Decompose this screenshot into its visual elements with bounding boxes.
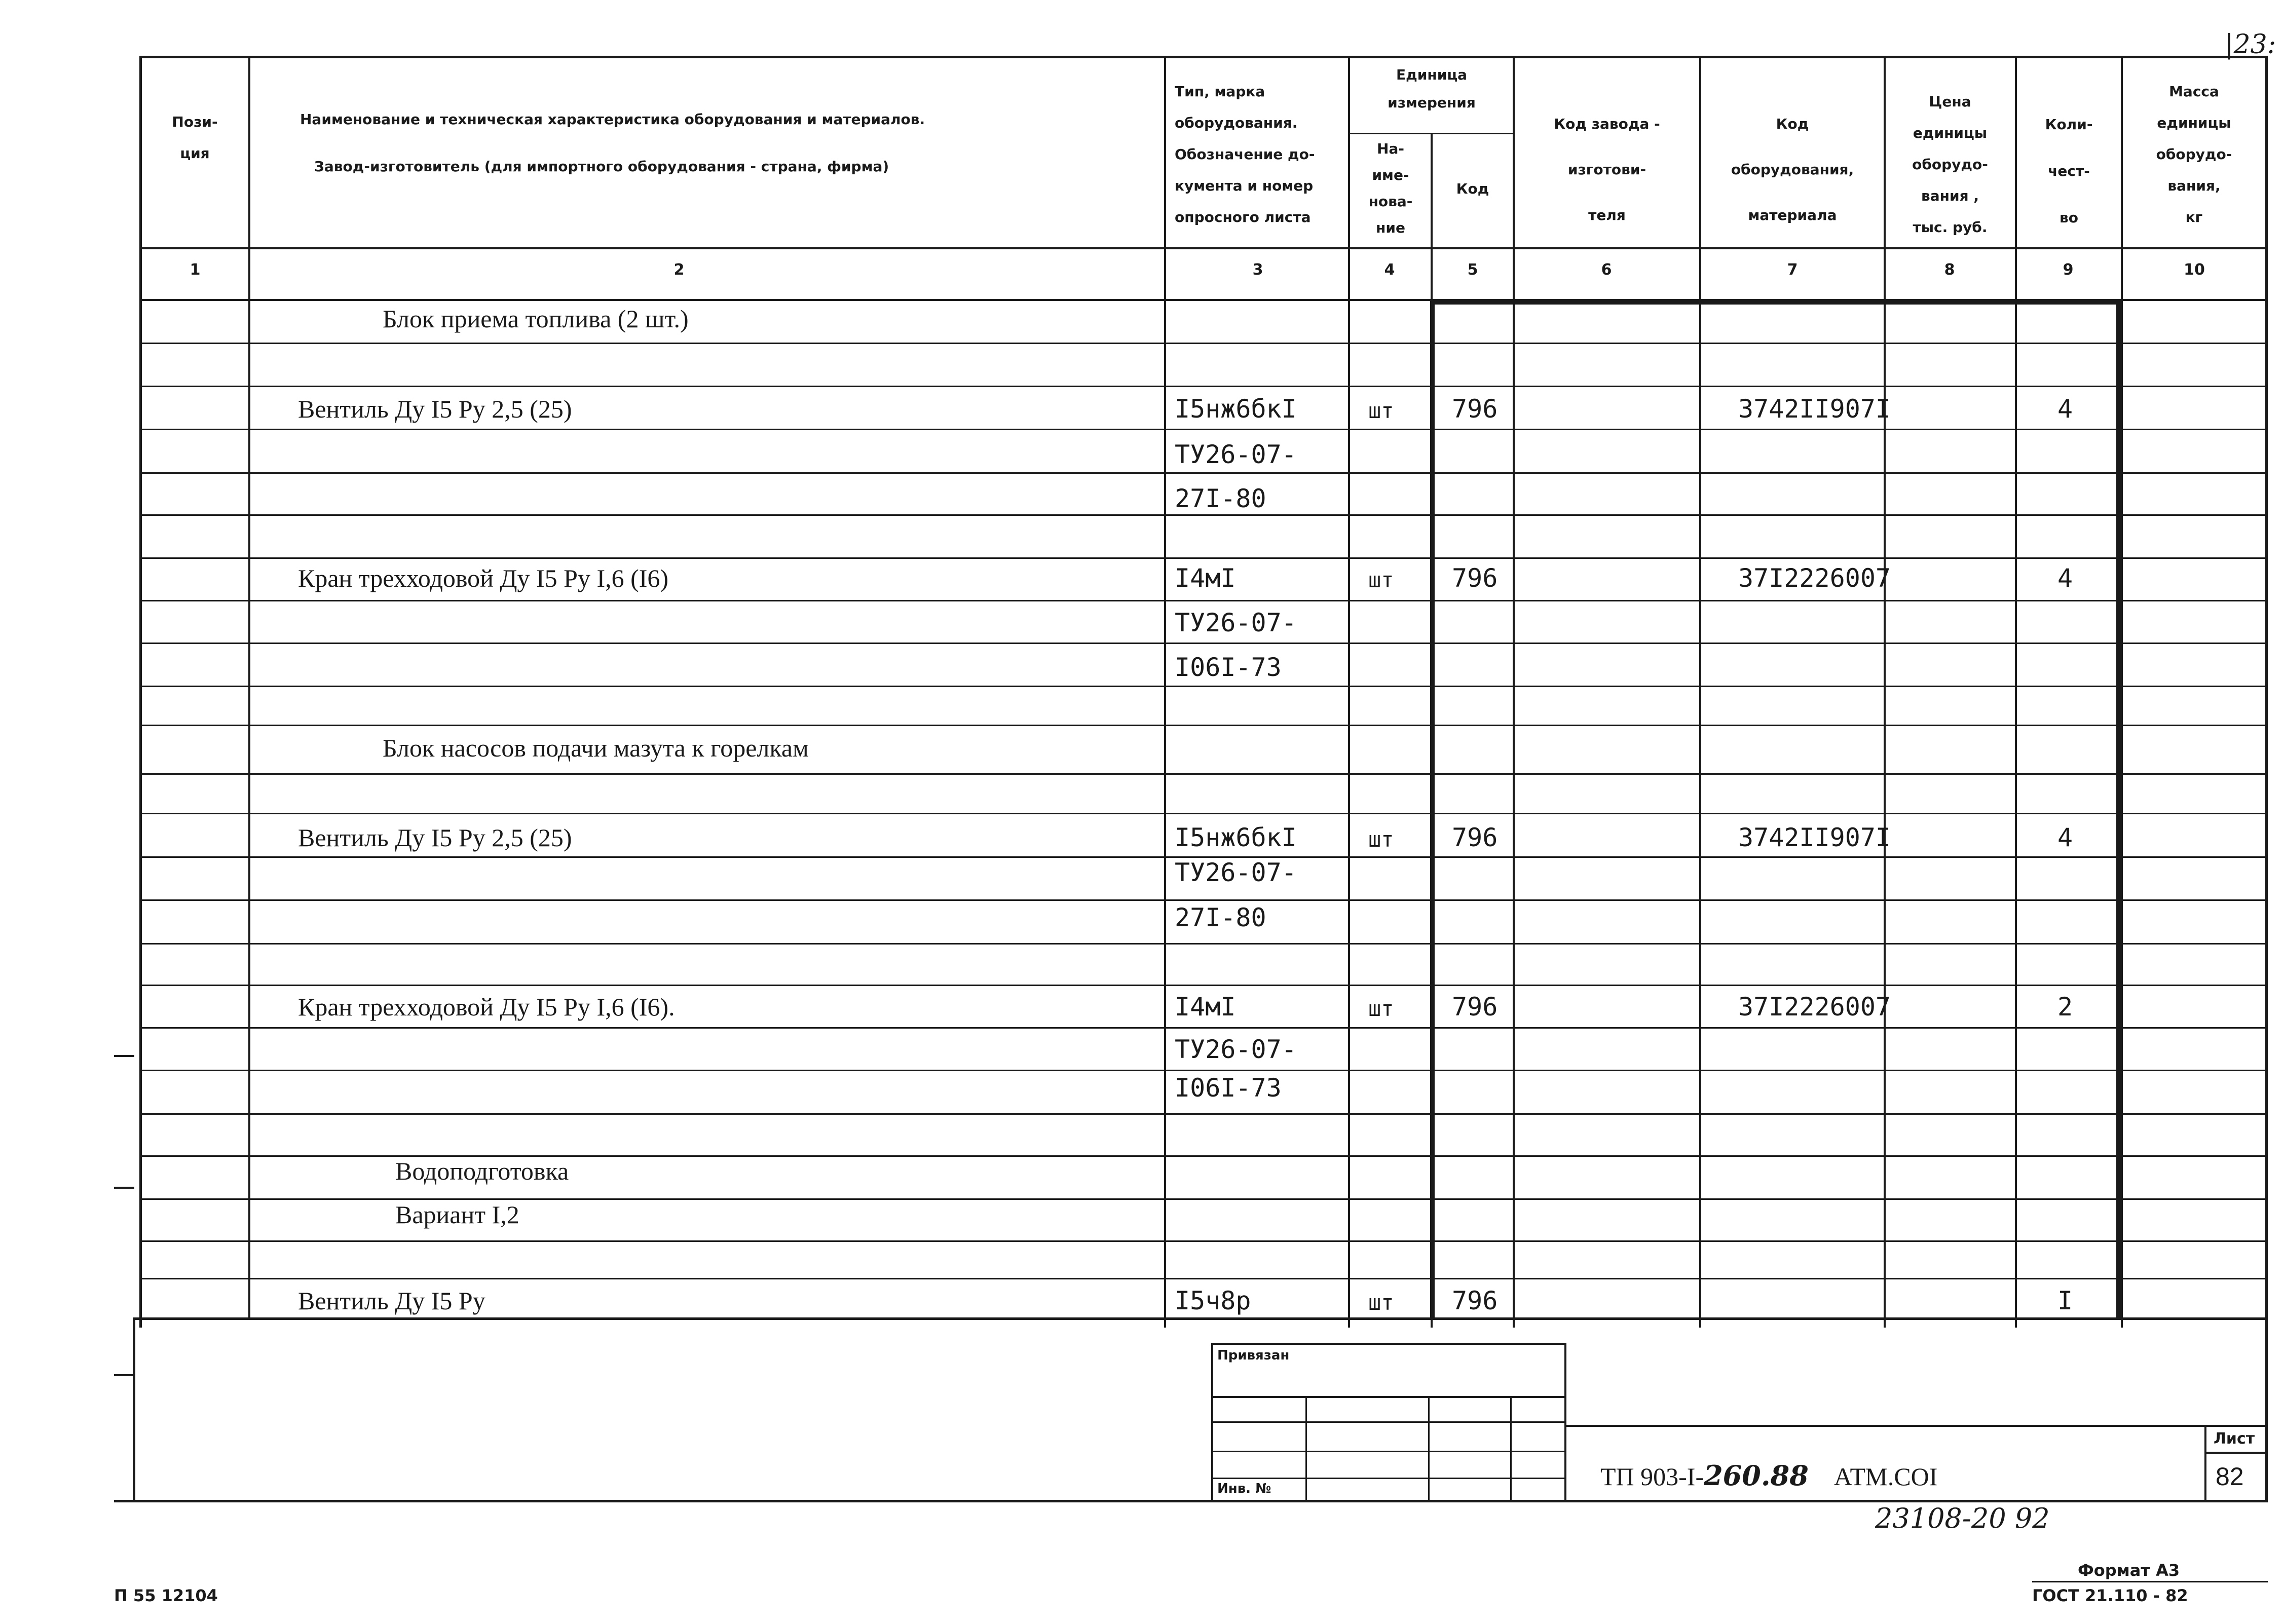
item-unit: шт: [1368, 996, 1394, 1021]
sheet-number: 82: [2216, 1462, 2244, 1491]
document-code: [1600, 1459, 1937, 1492]
column-number: 8: [1944, 261, 1955, 279]
item-type: 27I-80: [1175, 903, 1266, 932]
item-name: Вентиль Ду I5 Ру: [298, 1287, 485, 1315]
item-unit: шт: [1368, 398, 1394, 423]
item-type: ТУ26-07-: [1175, 440, 1297, 469]
document-code-prefix: ТП 903-I-: [1600, 1462, 1704, 1491]
item-type: I5нж6бкI: [1175, 394, 1297, 424]
column-number: 7: [1787, 261, 1798, 279]
item-name: Кран трехходовой Ду I5 Ру I,6 (I6): [298, 564, 669, 592]
left-print-code: П 55 12104: [114, 1586, 218, 1605]
column-number: 6: [1601, 261, 1612, 279]
item-unit: шт: [1368, 827, 1394, 852]
item-unit: шт: [1368, 1290, 1394, 1315]
item-type: ТУ26-07-: [1175, 858, 1297, 887]
column-number: 2: [673, 261, 685, 279]
section-subtitle: Вариант I,2: [395, 1200, 519, 1229]
item-material-code: 37I2226007: [1738, 563, 1891, 593]
sheet-label: Лист: [2214, 1430, 2255, 1448]
inventory-number-label: Инв. №: [1217, 1481, 1271, 1496]
header-name-line1: Наименование и техническая характеристика оборудования и материалов.: [300, 111, 925, 128]
item-unit-code: 796: [1452, 563, 1498, 593]
item-quantity: I: [2057, 1286, 2073, 1315]
gost-label: ГОСТ 21.110 - 82: [2032, 1586, 2188, 1605]
item-name: Вентиль Ду I5 Ру 2,5 (25): [298, 823, 572, 852]
item-type: I5нж6бкI: [1175, 823, 1297, 852]
format-label: Формат А3: [2078, 1561, 2180, 1580]
header-unit-code: Код: [1456, 180, 1489, 197]
header-mass: Масса единицы оборудо- вания, кг: [2156, 83, 2232, 225]
header-position: Пози- ция: [172, 114, 218, 162]
item-unit-code: 796: [1452, 1286, 1498, 1315]
section-title: Блок насосов подачи мазута к горелкам: [383, 734, 809, 762]
column-number: 5: [1467, 261, 1478, 279]
item-type: ТУ26-07-: [1175, 608, 1297, 637]
column-number: 3: [1252, 261, 1263, 279]
item-unit-code: 796: [1452, 823, 1498, 852]
column-number: 4: [1384, 261, 1395, 279]
item-unit-code: 796: [1452, 394, 1498, 424]
header-name-line2: Завод-изготовитель (для импортного оборудования - страна, фирма): [314, 158, 889, 175]
item-quantity: 4: [2057, 563, 2073, 593]
corner-page-mark: |23:: [2225, 29, 2276, 60]
handwritten-registration-number: 23108-20 92: [1875, 1502, 2050, 1534]
item-quantity: 2: [2057, 992, 2073, 1022]
document-code-suffix: АТМ.СОI: [1833, 1462, 1938, 1491]
item-type: I06I-73: [1175, 653, 1282, 682]
section-title: Водоподготовка: [395, 1157, 569, 1185]
item-type: I06I-73: [1175, 1073, 1282, 1103]
item-quantity: 4: [2057, 823, 2073, 852]
item-unit-code: 796: [1452, 992, 1498, 1022]
privyazan-label: Привязан: [1217, 1348, 1290, 1363]
header-material-code: Код оборудования, материала: [1731, 116, 1854, 223]
item-material-code: 3742II907I: [1738, 823, 1891, 852]
column-number: 10: [2184, 261, 2205, 279]
item-name: Кран трехходовой Ду I5 Ру I,6 (I6).: [298, 993, 675, 1021]
item-quantity: 4: [2057, 394, 2073, 424]
item-name: Вентиль Ду I5 Ру 2,5 (25): [298, 395, 572, 423]
header-factory-code: Код завода - изготови- теля: [1554, 116, 1660, 223]
column-number: 9: [2063, 261, 2074, 279]
item-unit: шт: [1368, 568, 1394, 592]
item-type: I5ч8р: [1175, 1286, 1251, 1315]
document-code-handwritten: 260.88: [1704, 1459, 1809, 1492]
header-unit-name: На- име- нова- ние: [1368, 140, 1413, 236]
item-material-code: 37I2226007: [1738, 992, 1891, 1022]
header-type: Тип, марка оборудования. Обозначение до- кумента и номер опросного листа: [1175, 83, 1315, 225]
item-type: ТУ26-07-: [1175, 1035, 1297, 1064]
item-type: I4мI: [1175, 563, 1236, 593]
item-material-code: 3742II907I: [1738, 394, 1891, 424]
section-title: Блок приема топлива (2 шт.): [383, 305, 689, 333]
item-type: I4мI: [1175, 992, 1236, 1022]
item-type: 27I-80: [1175, 484, 1266, 513]
header-quantity: Коли- чест- во: [2045, 116, 2093, 226]
column-number: 1: [190, 261, 201, 279]
header-unit-group: Единица измерения: [1388, 66, 1476, 111]
header-price: Цена единицы оборудо- вания , тыс. руб.: [1912, 93, 1988, 236]
